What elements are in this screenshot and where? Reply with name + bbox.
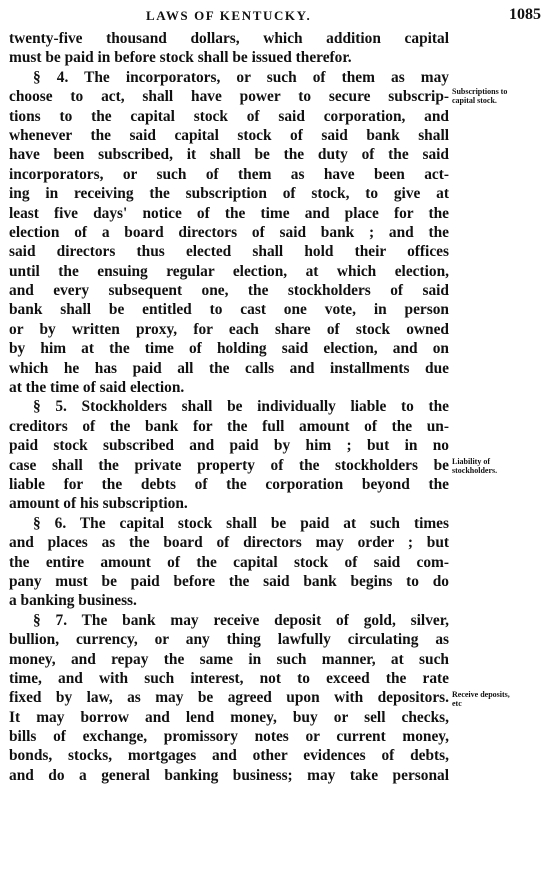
text-line: bills of exchange, promissory notes or current money, [9,728,449,746]
text-line: a banking business. [9,592,137,610]
text-line: incorporators, or such of them as have been act- [9,165,449,183]
text-line: creditors of the bank for the full amount of the un- [9,417,449,435]
text-line: bank shall be entitled to cast one vote, in person [9,301,449,319]
text-line: said directors thus elected shall hold their offices [9,243,449,261]
text-line: have been subscribed, it shall be the duty of the said [9,146,449,164]
text-line: § 7. The bank may receive deposit of gold, silver, [33,611,449,629]
running-title: LAWS OF KENTUCKY. [146,8,312,23]
text-line: until the ensuing regular election, at which election, [9,262,449,280]
text-line: fixed by law, as may be agreed upon with depositors. [9,689,449,707]
margin-note-line: Liability of [452,457,491,466]
margin-note-subscriptions [452,87,550,105]
statute-text [9,29,449,785]
text-line: pany must be paid before the said bank begins to do [9,572,449,590]
text-line: least five days' notice of the time and place for the [9,204,449,222]
text-line: twenty-five thousand dollars, which addition capital [9,30,449,47]
text-line: or by written proxy, for each share of stock owned [9,320,449,338]
text-line: § 4. The incorporators, or such of them as may [33,68,449,86]
text-line: and do a general banking business; may take personal [9,766,449,784]
text-line: amount of his subscription. [9,495,188,513]
text-line: which he has paid all the calls and installments due [9,359,449,377]
margin-note-line: etc [452,699,462,708]
text-line: and every subsequent one, the stockholders of said [9,282,449,300]
text-line: paid stock subscribed and paid by him ; but in no [9,437,449,455]
margin-note-deposits [452,690,550,708]
text-line: ing in receiving the subscription of stock, to give at [9,185,449,203]
text-line: case shall the private property of the stockholders be [9,456,449,474]
text-line: by him at the time of holding said election, and on [9,340,449,358]
text-line: bullion, currency, or any thing lawfully circulating as [9,631,449,649]
text-line: tions to the capital stock of said corporation, and [9,107,449,125]
text-line: whenever the said capital stock of said bank shall [9,126,449,144]
margin-note-liability [452,457,550,475]
text-line: must be paid in before stock shall be issued therefor. [9,49,352,67]
text-line: § 6. The capital stock shall be paid at such times [33,514,449,532]
text-line: choose to act, shall have power to secure subscrip- [9,88,449,106]
text-line: and places as the board of directors may order ; but [9,534,449,552]
text-line: It may borrow and lend money, buy or sell checks, [9,708,449,726]
text-line: time, and with such interest, not to exceed the rate [9,669,449,687]
page-number: 1085 [509,6,541,23]
text-line: election of a board directors of said bank ; and the [9,223,449,241]
text-line: at the time of said election. [9,379,185,397]
text-line: the entire amount of the capital stock of said com- [9,553,449,571]
text-line: money, and repay the same in such manner, at such [9,650,449,668]
page-header [0,8,555,28]
text-line: liable for the debts of the corporation beyond the [9,475,449,493]
margin-note-line: Receive deposits, [452,690,510,699]
text-line: bonds, stocks, mortgages and other evidences of debts, [9,747,449,765]
margin-note-line: capital stock. [452,96,497,105]
margin-note-line: Subscriptions to [452,87,508,96]
margin-note-line: stockholders. [452,466,498,475]
text-line: § 5. Stockholders shall be individually liable to the [33,398,449,416]
